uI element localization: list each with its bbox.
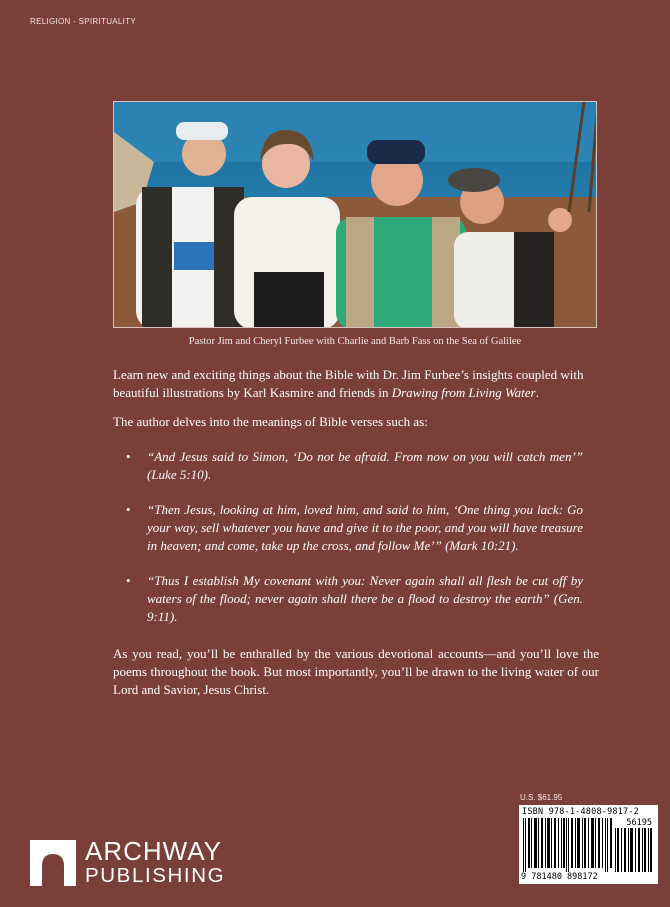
category-label: RELIGION - SPIRITUALITY (30, 17, 137, 26)
bullet-icon: • (126, 573, 131, 588)
publisher-name-line2: PUBLISHING (85, 864, 226, 887)
photo-illustration (114, 102, 597, 328)
publisher-name-line1: ARCHWAY (85, 836, 222, 866)
isbn-barcode (519, 805, 658, 884)
closing-paragraph: As you read, you’ll be enthralled by the various devotional accounts—and you’ll love the poems throughout the book. But most importantly, you’ll be drawn to the living water of our Lord and Savior, Jesus Christ. (113, 646, 599, 697)
bullet-icon: • (126, 502, 131, 517)
verse-item (113, 448, 583, 484)
intro-text-before: Learn new and exciting things about the Bible with Dr. Jim Furbee’s insights coupled with beautiful illustrations by Karl Kasmire and friends in (113, 367, 584, 400)
archway-logo-icon (30, 840, 76, 886)
ean-digits: 9 781480 898172 (521, 872, 598, 882)
bullet-icon: • (126, 449, 131, 464)
price-label: U.S. $61.95 (520, 793, 563, 802)
verse-list (113, 448, 583, 643)
isbn-label: ISBN 978-1-4808-9817-2 (522, 807, 639, 817)
cover-photo (113, 101, 597, 328)
verse-item (113, 572, 583, 626)
price-addon-bars (615, 828, 653, 872)
verse-text: “And Jesus said to Simon, ‘Do not be afraid. From now on you will catch men’” (Luke 5:10). (147, 449, 583, 482)
intro-paragraph (113, 366, 599, 402)
price-code: 56195 (626, 818, 652, 828)
publisher-logo (30, 838, 240, 888)
verse-text: “Then Jesus, looking at him, loved him, and said to him, ‘One thing you lack: Go your way, sell whatever you have and give it to the poor, and you will have treasure in heaven; and come, take up the cross, and follow Me’” (Mark 10:21). (147, 502, 583, 553)
photo-caption: Pastor Jim and Cheryl Furbee with Charlie and Barb Fass on the Sea of Galilee (188, 336, 522, 347)
intro-text-after: . (535, 385, 539, 400)
verse-item (113, 501, 583, 555)
verse-text: “Thus I establish My covenant with you: Never again shall all flesh be cut off by waters of the flood; never again shall there be a flood to destroy the earth” (Gen. 9:11). (147, 573, 583, 624)
lead-sentence: The author delves into the meanings of Bible verses such as: (113, 414, 428, 429)
ean-bars (523, 818, 613, 872)
book-title: Drawing from Living Water (391, 385, 536, 400)
